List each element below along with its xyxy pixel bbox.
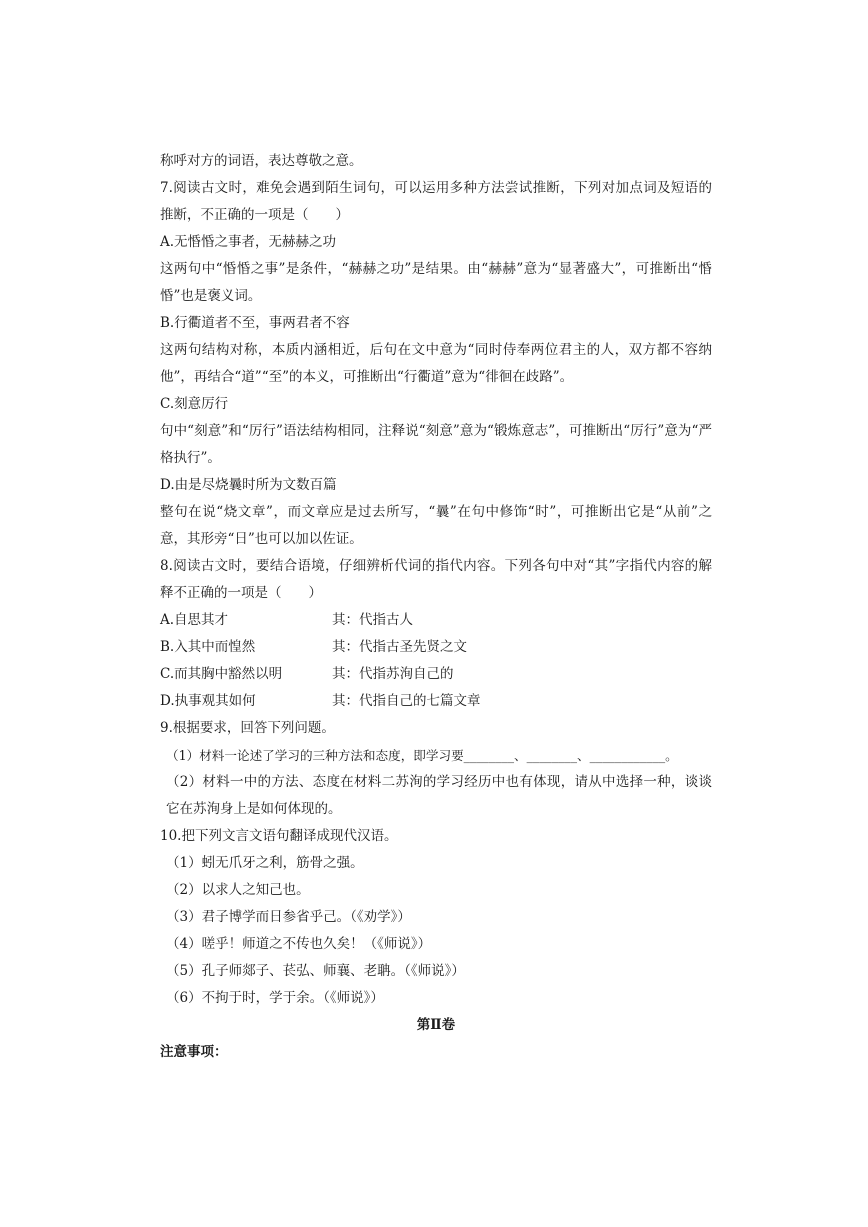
- question-9-stem: 9.根据要求，回答下列问题。: [160, 720, 335, 736]
- question-10-item: （6）不拘于时，学于余。（《师说》）: [166, 990, 384, 1006]
- question-7-option-b: B.行衢道者不至，事两君者不容: [160, 315, 350, 331]
- question-8-option-row: [160, 607, 712, 634]
- question-9-part-2: （2）材料一中的方法、态度在材料二苏洵的学习经历中也有体现，请从中选择一种，谈谈它在苏洵身上是如何体现的。: [166, 774, 712, 817]
- question-8-option-text: B.入其中而惶然: [160, 639, 256, 655]
- question-7-option-c: C.刻意厉行: [160, 396, 229, 412]
- question-10-item: （5）孔子师郯子、苌弘、师襄、老聃。（《师说》）: [166, 963, 465, 979]
- question-8-option-text: D.执事观其如何: [160, 693, 256, 709]
- section-title: 第Ⅱ卷: [416, 1017, 456, 1033]
- question-8-option-explanation: 其：代指苏洵自己的: [332, 666, 454, 682]
- question-7-option-d-explanation: 整句在说“烧文章”，而文章应是过去所写，“曩”在句中修饰“时”，可推断出它是“从前”之意，其形旁“日”也可以加以佐证。: [160, 504, 712, 547]
- question-7-stem: 7.阅读古文时，难免会遇到陌生词句，可以运用多种方法尝试推断，下列对加点词及短语的推断，不正确的一项是（ ）: [160, 180, 712, 223]
- question-8-option-text: C.而其胸中豁然以明: [160, 666, 283, 682]
- continued-line: 称呼对方的词语，表达尊敬之意。: [160, 153, 363, 169]
- document-page: [160, 148, 712, 1066]
- question-8-option-row: [160, 688, 712, 715]
- question-8-option-text: A.自思其才: [160, 612, 229, 628]
- question-8-option-row: [160, 634, 712, 661]
- question-8-option-row: [160, 661, 712, 688]
- question-8-stem: 8.阅读古文时，要结合语境，仔细辨析代词的指代内容。下列各句中对“其”字指代内容的解释不正确的一项是（ ）: [160, 558, 712, 601]
- question-7-option-b-explanation: 这两句结构对称，本质内涵相近，后句在文中意为“同时侍奉两位君主的人，双方都不容纳他”，再结合“道”“至”的本义，可推断出“行衢道”意为“徘徊在歧路”。: [160, 342, 712, 385]
- question-7-option-d: D.由是尽烧曩时所为文数百篇: [160, 477, 337, 493]
- question-8-option-explanation: 其：代指古人: [332, 612, 413, 628]
- question-9-part-1: （1）材料一论述了学习的三种方法和态度，即学习要________、________、____________。: [166, 748, 678, 763]
- question-8-option-explanation: 其：代指自己的七篇文章: [332, 693, 481, 709]
- question-7-option-c-explanation: 句中“刻意”和“厉行”语法结构相同，注释说“刻意”意为“锻炼意志”，可推断出“厉行”意为“严格执行”。: [160, 423, 712, 466]
- question-10-stem: 10.把下列文言文语句翻译成现代汉语。: [160, 828, 398, 844]
- question-10-item: （3）君子博学而日参省乎己。（《劝学》）: [166, 909, 411, 925]
- question-10-item: （1）蚓无爪牙之利，筋骨之强。: [166, 855, 364, 871]
- question-7-option-a-explanation: 这两句中“惛惛之事”是条件，“赫赫之功”是结果。由“赫赫”意为“显著盛大”，可推断出“惛惛”也是褒义词。: [160, 261, 712, 304]
- question-10-item: （2）以求人之知己也。: [166, 882, 310, 898]
- notice-heading: 注意事项：: [160, 1044, 228, 1060]
- question-10-item: （4）嗟乎！师道之不传也久矣！（《师说》）: [166, 936, 432, 952]
- question-8-option-explanation: 其：代指古圣先贤之文: [332, 639, 467, 655]
- question-7-option-a: A.无惛惛之事者，无赫赫之功: [160, 234, 337, 250]
